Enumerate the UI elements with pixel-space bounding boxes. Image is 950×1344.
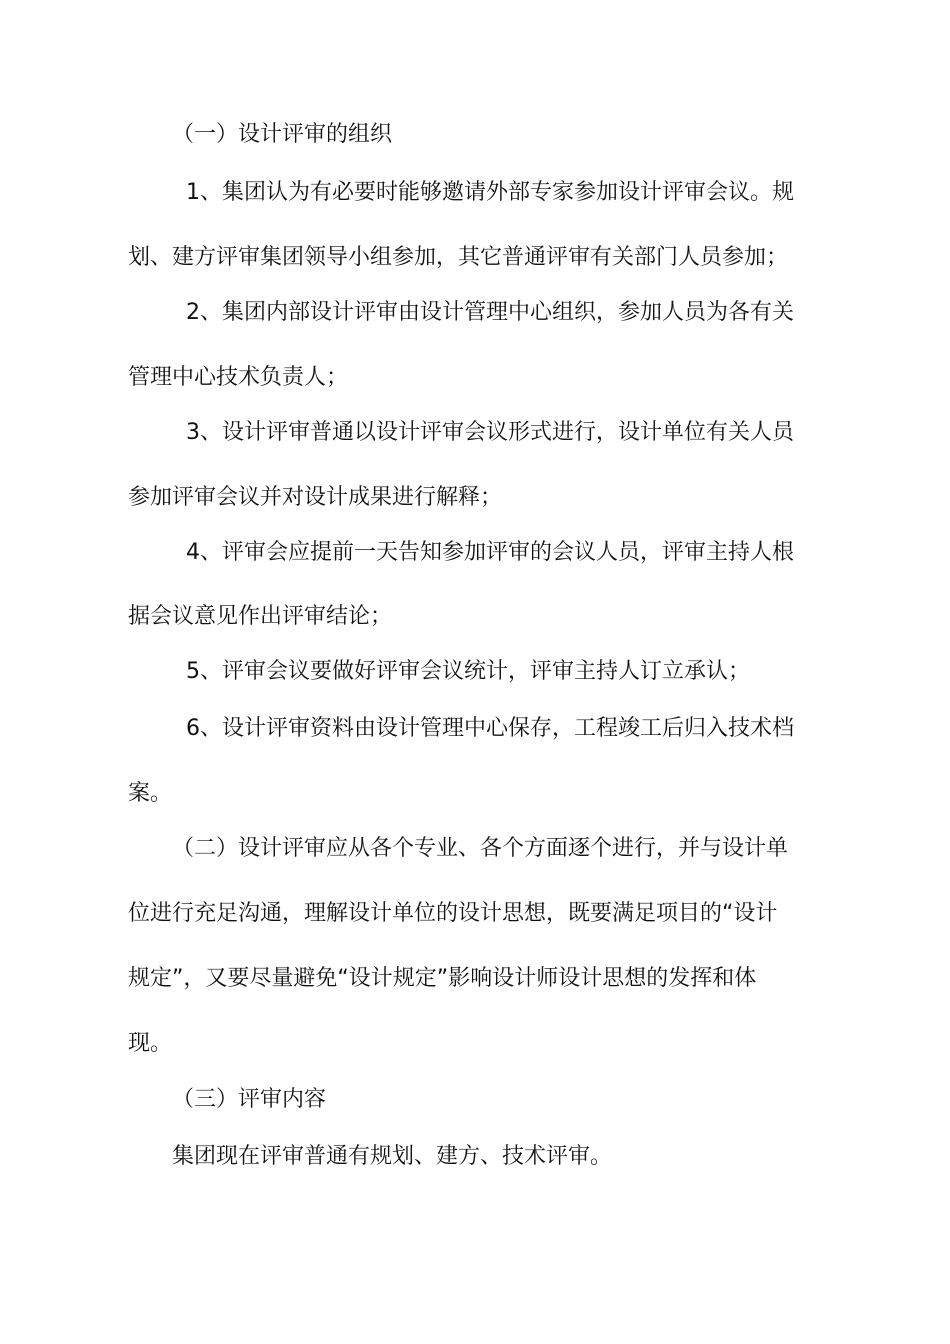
paragraph-line: 划、建方评审集团领导小组参加，其它普通评审有关部门人员参加； — [128, 245, 789, 270]
paragraph-line: 现。 — [128, 1031, 173, 1056]
section-heading-2: （二）设计评审应从各个专业、各个方面逐个进行，并与设计单 — [172, 836, 789, 861]
paragraph-line: 1、集团认为有必要时能够邀请外部专家参加设计评审会议。规 — [186, 180, 794, 205]
section-heading-3: （三）评审内容 — [172, 1087, 327, 1112]
paragraph-line: 位进行充足沟通，理解设计单位的设计思想，既要满足项目的“设计 — [128, 901, 778, 926]
paragraph-line: 6、设计评审资料由设计管理中心保存，工程竣工后归入技术档 — [186, 716, 794, 741]
paragraph-line: 管理中心技术负责人； — [128, 365, 349, 390]
paragraph-line: 据会议意见作出评审结论； — [128, 604, 393, 629]
section-heading-1: （一）设计评审的组织 — [172, 122, 393, 147]
paragraph-line: 规定”，又要尽量避免“设计规定”影响设计师设计思想的发挥和体 — [128, 966, 757, 991]
paragraph-line: 4、评审会应提前一天告知参加评审的会议人员，评审主持人根 — [186, 540, 794, 565]
paragraph-line: 案。 — [128, 781, 173, 806]
paragraph-line: 2、集团内部设计评审由设计管理中心组织，参加人员为各有关 — [186, 300, 794, 325]
paragraph-line: 参加评审会议并对设计成果进行解释； — [128, 485, 503, 510]
paragraph-line: 集团现在评审普通有规划、建方、技术评审。 — [172, 1144, 613, 1169]
paragraph-line: 3、设计评审普通以设计评审会议形式进行，设计单位有关人员 — [186, 420, 794, 445]
paragraph-line: 5、评审会议要做好评审会议统计，评审主持人订立承认； — [186, 659, 750, 684]
